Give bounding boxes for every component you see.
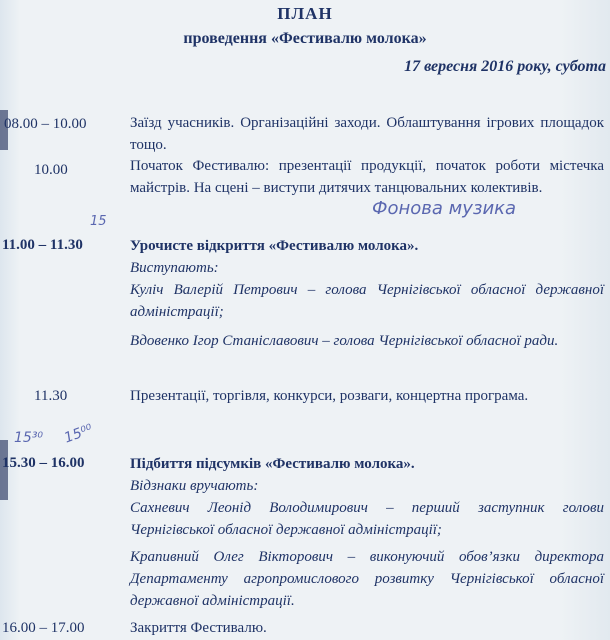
handwritten-note: Фонова музика [372,198,517,219]
speaker: Вдовенко Ігор Станіславович – голова Чернігівської обласної ради. [130,333,559,349]
schedule-text: Початок Фестивалю: презентації продукції, початок роботи містечка майстрів. На сцені – виступи дитячих танцювальних колективів. [130,158,604,196]
speaker: Куліч Валерій Петрович – голова Чернігівської обласної державної адміністрації; [130,282,604,320]
speaker: Крапивний Олег Вікторович – виконуючий обов’язки директора Департаменту агропромислового розвитку Чернігівської обласної державної адміністрації. [130,549,604,609]
event-date: 17 вересня 2016 року, субота [404,58,606,75]
schedule-title: Підбиття підсумків «Фестивалю молока». [130,456,415,472]
schedule-time: 16.00 – 17.00 [2,620,85,636]
document-title: ПЛАН [277,4,333,23]
handwritten-mark: 15⁰⁰ [62,421,95,447]
schedule-label: Виступають: [130,260,219,276]
schedule-label: Відзнаки вручають: [130,478,259,494]
handwritten-mark: 15³⁰ [14,430,44,446]
schedule-time: 15.30 – 16.00 [2,455,85,471]
handwritten-mark: 15 [90,214,107,229]
speaker: Сахневич Леонід Володимирович – перший заступник голови Чернігівської обласної державної адміністрації; [130,500,604,538]
schedule-time: 08.00 – 10.00 [4,116,87,132]
document-subtitle: проведення «Фестивалю молока» [183,30,427,47]
schedule-time: 11.30 [34,388,68,404]
schedule-title: Урочисте відкриття «Фестивалю молока». [130,238,419,254]
schedule-text: Презентації, торгівля, конкурси, розваги, концертна програма. [130,388,529,404]
schedule-time: 10.00 [34,162,68,178]
schedule-text: Заїзд учасників. Організаційні заходи. Облаштування ігрових площадок тощо. [130,115,604,153]
schedule-text: Закриття Фестивалю. [130,620,267,636]
schedule-time: 11.00 – 11.30 [2,237,83,253]
